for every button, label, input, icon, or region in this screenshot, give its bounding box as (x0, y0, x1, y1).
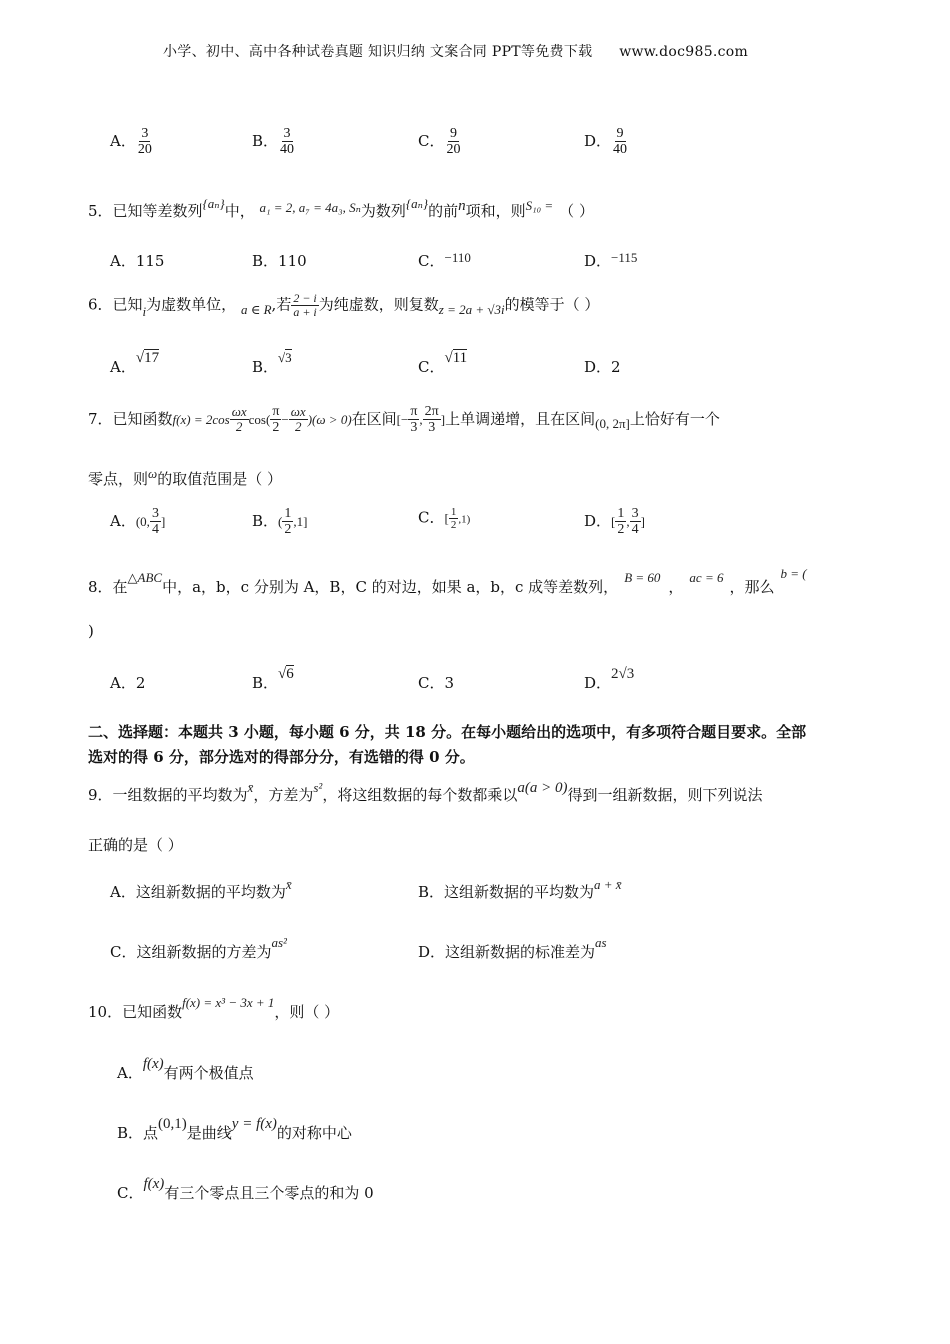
q9-stem-line2: 正确的是（ ） (88, 836, 183, 854)
q7-stem-line1: 7．已知函数f(x) = 2cos $\frac{\omega x}{2}$ cos( $\frac{\pi}{2}$ − $\frac{\omega x}{2}$ )(ω > 0)在区间[− $\frac{\pi}{3}$ , $\frac{2\pi}{3}$ ]上单调递增，且在区间(0, 2π]上恰好有一个 (88, 404, 720, 436)
q8-option-d: D．2√3 (584, 666, 635, 692)
q6-option-a: A．√17 (110, 350, 160, 376)
q5-option-d: D．−115 (584, 250, 638, 270)
q10-option-b: B．点(0,1)是曲线y = f(x)的对称中心 (117, 1116, 352, 1142)
q9-option-d: D．这组新数据的标准差为as (418, 935, 607, 961)
q9-option-b: B．这组新数据的平均数为a + x̄ (418, 877, 622, 901)
q10-option-a: A．f(x)有两个极值点 (117, 1056, 254, 1082)
q6-option-d: D．2 (584, 358, 621, 376)
q4-option-c: C． $\frac{9}{20}$ (418, 126, 461, 158)
section2-line1: 二、选择题：本题共 3 小题，每小题 6 分，共 18 分。在每小题给出的选项中，有多项符合题目要求。全部 (88, 723, 807, 741)
q6-option-b: B．√3 (252, 350, 292, 376)
q5-option-b: B．110 (252, 252, 307, 270)
q8-option-a: A．2 (110, 674, 146, 692)
q7-stem-line2: 零点，则ω的取值范围是（ ） (88, 466, 282, 488)
q9-option-c: C．这组新数据的方差为as² (110, 935, 287, 961)
q5-stem: 5．已知等差数列{aₙ}中， a₁ = 2, a₇ = 4a₃, Sₙ为数列{aₙ}的前n项和，则S₁₀ = （ ） (88, 196, 594, 220)
q5-option-c: C．−110 (418, 250, 471, 270)
section2-line2: 选对的得 6 分，部分选对的得部分分，有选错的得 0 分。 (88, 748, 475, 766)
q10-option-c: C．f(x)有三个零点且三个零点的和为 0 (117, 1176, 374, 1202)
q7-option-c: C．[ $\frac{1}{2}$ ,1) (418, 506, 471, 532)
page-header (163, 41, 748, 61)
q9-option-a: A．这组新数据的平均数为x̄ (110, 877, 292, 901)
q8-stem-line2: ) (88, 622, 94, 640)
q6-stem: 6．已知i为虚数单位， a ∈ R,若 $\frac{2 - i}{a + i}$ 为纯虚数，则复数z = 2a + √3i的模等于（ ） (88, 291, 600, 320)
q4-option-b: B． $\frac{3}{40}$ (252, 126, 295, 158)
q6-option-c: C．√11 (418, 350, 468, 376)
q7-option-d: D．[ $\frac{1}{2}$ , $\frac{3}{4}$ ] (584, 506, 645, 538)
q10-stem: 10．已知函数f(x) = x³ − 3x + 1，则（ ） (88, 995, 340, 1021)
q7-option-a: A．(0, $\frac{3}{4}$ ] (110, 506, 166, 538)
q5-option-a: A．115 (110, 252, 165, 270)
q4-option-a: A． $\frac{3}{20}$ (110, 126, 152, 158)
q4-option-d: D． $\frac{9}{40}$ (584, 126, 628, 158)
q8-option-b: B．√6 (252, 666, 294, 692)
q8-stem-line1: 8．在△ABC中，a，b，c 分别为 A，B，C 的对边，如果 a，b，c 成等差数列，B = 60，ac = 6，那么b = ( (88, 566, 807, 596)
q8-option-c: C．3 (418, 674, 455, 692)
header-text: 小学、初中、高中各种试卷真题 知识归纳 文案合同 PPT等免费下载 (163, 44, 593, 60)
q7-option-b: B．( $\frac{1}{2}$ ,1] (252, 506, 308, 538)
q9-stem-line1: 9．一组数据的平均数为x̄，方差为s²，将这组数据的每个数都乘以a(a > 0)得到一组新数据，则下列说法 (88, 780, 763, 804)
header-url: www.doc985.com (619, 44, 749, 60)
